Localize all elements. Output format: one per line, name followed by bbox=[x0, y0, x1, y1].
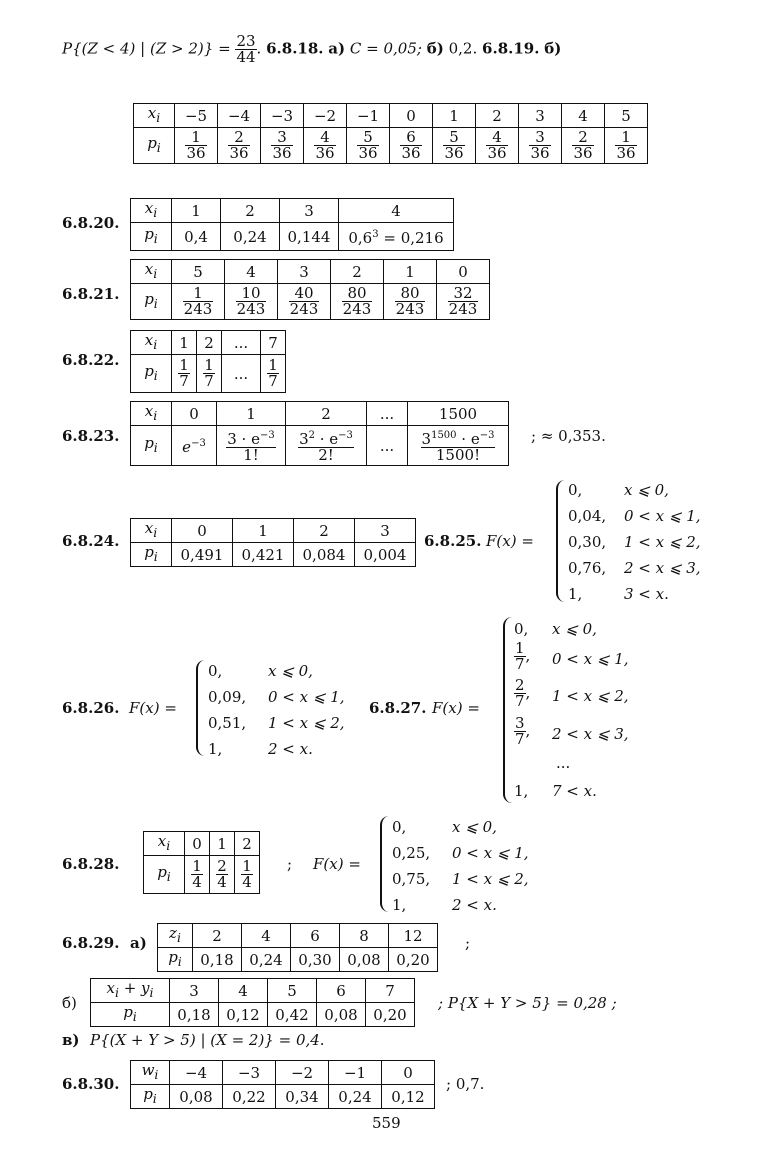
distribution-table-6-8-20: $x_i$ 1 2 3 4 $p_i$ 0,4 0,24 0,144 $0,6^3 = 0,216$ bbox=[130, 198, 454, 251]
problem-number-6-8-21: 6.8.21. bbox=[62, 285, 120, 303]
distribution-table-6-8-19 bbox=[133, 103, 648, 164]
distribution-table-6-8-28: $x_i$ 0 1 2 $p_i$ $\frac{1}{4}$ $\frac{2}{4}$ $\frac{1}{4}$ bbox=[143, 831, 260, 894]
conditional-probability: P{(Z < 4) | (Z > 2)} = bbox=[62, 39, 236, 58]
cdf-label-6-8-28: F(x) = bbox=[313, 855, 361, 873]
brace-6-8-26 bbox=[196, 660, 205, 756]
problem-number-6-8-18: 6.8.18. bbox=[266, 39, 324, 58]
problem-number-6-8-28: 6.8.28. bbox=[62, 855, 120, 873]
distribution-table-6-8-22: $x_i$ 1 2 ... 7 $p_i$ $\frac{1}{7}$ $\frac{1}{7}$ ... $\frac{1}{7}$ bbox=[130, 330, 286, 393]
distribution-table-6-8-23: $x_i$ 0 1 2 ... 1500 $p_i$ $e^{-3}$ $\frac{3 \cdot e^{-3}}{1!}$ $\frac{3^2 \cdot e^{-3}}{2!}$ ... $\frac{3^{1500} \cdot e^{-3}}{1500!}$ bbox=[130, 401, 509, 466]
problem-number-6-8-22: 6.8.22. bbox=[62, 351, 120, 369]
cdf-label-6-8-26: F(x) = bbox=[129, 699, 177, 717]
distribution-table-6-8-21: $x_i$ 5 4 3 2 1 0 $p_i$ $\frac{1}{243}$ $\frac{10}{243}$ $\frac{40}{243}$ $\frac{80}{243}$ $\frac{80}{243}$ $\frac{32}{243}$ bbox=[130, 259, 490, 320]
answer-6-8-29v: P{(X + Y > 5) | (X = 2)} = 0,4. bbox=[90, 1031, 325, 1049]
page-number: 559 bbox=[372, 1114, 401, 1132]
answer-line-6-8-17-to-19: P{(Z < 4) | (Z > 2)} = $\frac{23}{44}$ . 6.8.18. а) C = 0,05; б) 0,2. 6.8.19. б) bbox=[62, 32, 562, 66]
problem-number-6-8-25: 6.8.25. bbox=[424, 532, 482, 550]
cdf-label-6-8-27: F(x) = bbox=[432, 699, 480, 717]
problem-number-6-8-24: 6.8.24. bbox=[62, 532, 120, 550]
answer-6-8-29b-tail: ; P{X + Y > 5} = 0,28 ; bbox=[438, 994, 617, 1012]
semicolon: ; bbox=[287, 855, 293, 873]
problem-number-6-8-20: 6.8.20. bbox=[62, 214, 120, 232]
brace-6-8-28 bbox=[380, 816, 389, 912]
answer-6-8-23-tail: ; ≈ 0,353. bbox=[531, 427, 606, 445]
cdf-label-6-8-25: F(x) = bbox=[486, 532, 534, 550]
problem-number-6-8-19: 6.8.19. bbox=[482, 39, 540, 58]
fraction-23-44: $\frac{23}{44}$ bbox=[236, 32, 256, 66]
distribution-table-6-8-29a: $z_i$ 2 4 6 8 12 $p_i$ 0,18 0,24 0,30 0,08 0,20 bbox=[157, 923, 438, 972]
brace-6-8-27 bbox=[503, 617, 512, 803]
problem-number-6-8-23: 6.8.23. bbox=[62, 427, 120, 445]
answer-6-8-30-tail: ; 0,7. bbox=[446, 1075, 485, 1093]
distribution-table-6-8-30: $w_i$ −4 −3 −2 −1 0 $p_i$ 0,08 0,22 0,34 0,24 0,12 bbox=[130, 1060, 435, 1109]
table-row-x: $x_i$ −5 −4 −3 −2 −1 0 1 2 3 4 5 bbox=[134, 104, 648, 128]
problem-number-6-8-27: 6.8.27. bbox=[369, 699, 427, 717]
distribution-table-6-8-29b: $x_i + y_i$ 3 4 5 6 7 $p_i$ 0,18 0,12 0,42 0,08 0,20 bbox=[90, 978, 415, 1027]
problem-number-6-8-26: 6.8.26. bbox=[62, 699, 120, 717]
distribution-table-6-8-24: $x_i$ 0 1 2 3 $p_i$ 0,491 0,421 0,084 0,004 bbox=[130, 518, 416, 567]
brace-6-8-25 bbox=[556, 480, 565, 602]
problem-number-6-8-29: 6.8.29. bbox=[62, 934, 120, 952]
table-row-p: $p_i$ $\frac{1}{36}$ $\frac{2}{36}$ $\frac{3}{36}$ $\frac{4}{36}$ $\frac{5}{36}$ $\frac{6}{36}$ $\frac{5}{36}$ $\frac{4}{36}$ $\frac{3}{36}$ $\frac{2}{36}$ $\frac{1}{36}$ bbox=[134, 128, 648, 164]
problem-number-6-8-30: 6.8.30. bbox=[62, 1075, 120, 1093]
